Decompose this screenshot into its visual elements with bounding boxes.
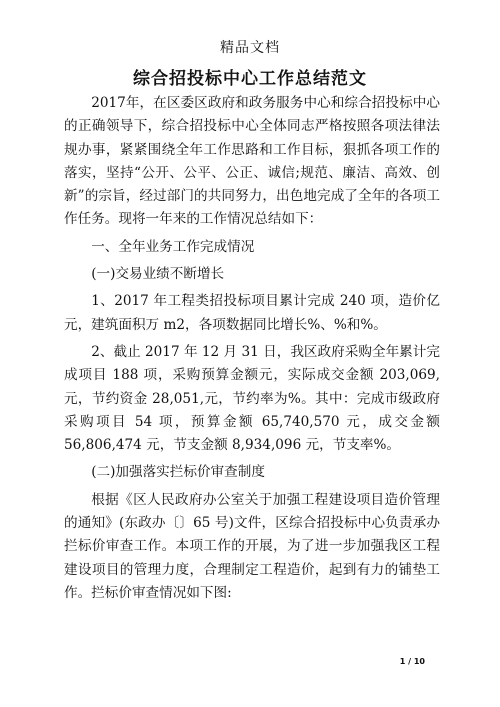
paragraph-government-procurement: 2、截止 2017 年 12 月 31 日，我区政府采购全年累计完成项目 188 项，采购预算金额元，实际成交金额 203,069,元，节约资金 28,051,元，节约率为%。其中：完成市级政府采购项目 54 项，预算金额 65,740,570 元，成交金额 56,806,474 元，节支金额 8,934,096 元，节支率%。 — [64, 343, 440, 454]
paragraph-bid-price-review: 根据《区人民政府办公室关于加强工程建设项目造价管理的通知》(东政办〔〕65 号)文件，区综合招投标中心负责承办拦标价审查工作。本项工作的开展，为了进一步加强我区工程建设项目的管理力度，合理制定工程造价，起到有力的铺垫工作。拦标价审查情况如下图: — [64, 491, 440, 601]
section-heading-1: 一、全年业务工作完成情况 — [91, 238, 255, 255]
page-header: 精品文档 — [220, 40, 280, 56]
document-body — [64, 92, 440, 605]
subsection-heading-1: (一)交易业绩不断增长 — [91, 266, 225, 283]
subsection-heading-2: (二)加强落实拦标价审查制度 — [91, 464, 265, 481]
paragraph-engineering-projects: 1、2017 年工程类招投标项目累计完成 240 项，造价亿元，建筑面积万 m2，各项数据同比增长%、%和%。 — [64, 293, 440, 333]
intro-paragraph: 2017年，在区委区政府和政务服务中心和综合招投标中心的正确领导下，综合招投标中心全体同志严格按照各项法律法规办事，紧紧围绕全年工作思路和工作目标，狠抓各项工作的落实，坚持“公开、公平、公正、诚信;规范、廉洁、高效、创新”的宗旨，经过部门的共同努力，出色地完成了全年的各项工作任务。现将一年来的工作情况总结如下： — [64, 95, 440, 228]
page-number: 1 / 10 — [399, 657, 425, 666]
document-title: 综合招投标中心工作总结范文 — [133, 69, 367, 89]
